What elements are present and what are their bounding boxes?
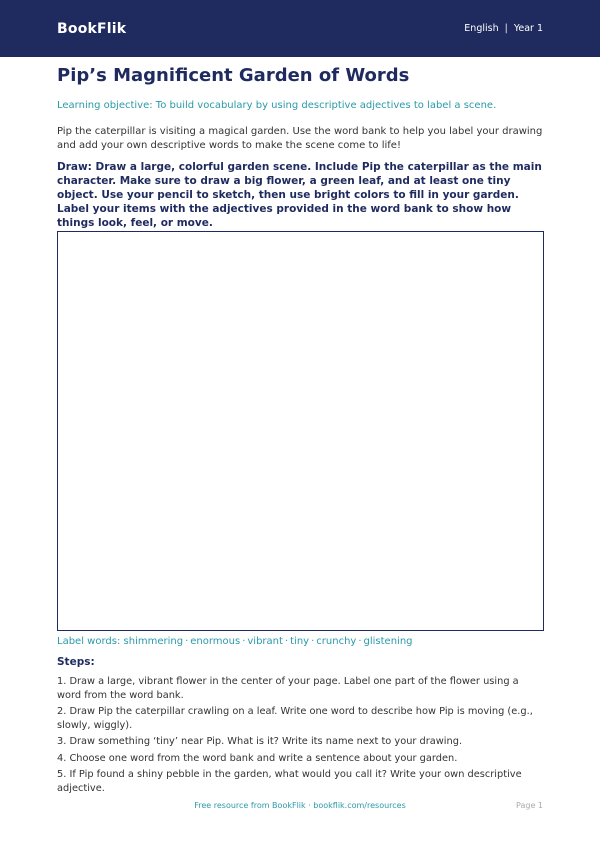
word-bank-word: glistening	[363, 636, 413, 647]
worksheet-title: Pip’s Magnificent Garden of Words	[57, 65, 410, 86]
page-number: Page 1	[516, 801, 543, 810]
steps-heading: Steps:	[57, 656, 95, 668]
subject-year-meta	[464, 23, 543, 34]
step-item: 2. Draw Pip the caterpillar crawling on a leaf. Write one word to describe how Pip is moving (e.g., slowly, wiggly).	[57, 706, 533, 731]
step-item: 5. If Pip found a shiny pebble in the garden, what would you call it? Write your own descriptive adjective.	[57, 769, 522, 794]
step-item: 4. Choose one word from the word bank and write a sentence about your garden.	[57, 752, 458, 764]
worksheet-intro	[57, 65, 543, 230]
brand-logo-text: BookFlik	[57, 20, 127, 37]
learning-objective: Learning objective: To build vocabulary by using descriptive adjectives to label a scene.	[57, 100, 497, 111]
page-footer	[0, 801, 600, 815]
subject-label: English	[464, 23, 499, 34]
word-bank-prefix: Label words:	[57, 636, 121, 647]
word-bank: Label words: shimmering · enormous · vibrant · tiny · crunchy · glistening	[57, 636, 413, 647]
word-bank-word: crunchy	[316, 636, 357, 647]
step-item: 1. Draw a large, vibrant flower in the center of your page. Label one part of the flower using a word from the word bank.	[57, 676, 519, 701]
step-item: 3. Draw something ‘tiny’ near Pip. What is it? Write its name next to your drawing.	[57, 736, 463, 747]
meta-separator: |	[504, 23, 508, 34]
year-label: Year 1	[513, 23, 543, 34]
page-header	[0, 0, 600, 57]
word-bank-word: shimmering	[123, 636, 184, 647]
draw-instructions: Draw: Draw a large, colorful garden scene. Include Pip the caterpillar as the main character. Make sure to draw a big flower, a green leaf, and at least one tiny object. Use your pencil to sketch, then use bright colors to fill in your garden. Label your items with the adjectives provided in the word bank to show how things look, feel, or move.	[57, 161, 542, 229]
footer-credit: Free resource from BookFlik · bookflik.com/resources	[194, 801, 406, 810]
word-bank-word: tiny	[290, 636, 310, 647]
steps-list	[57, 675, 543, 798]
word-bank-word: vibrant	[247, 636, 283, 647]
intro-text: Pip the caterpillar is visiting a magical garden. Use the word bank to help you label your drawing and add your own descriptive words to make the scene come to life!	[57, 126, 543, 151]
drawing-area[interactable]	[57, 231, 544, 631]
word-bank-word: enormous	[190, 636, 241, 647]
